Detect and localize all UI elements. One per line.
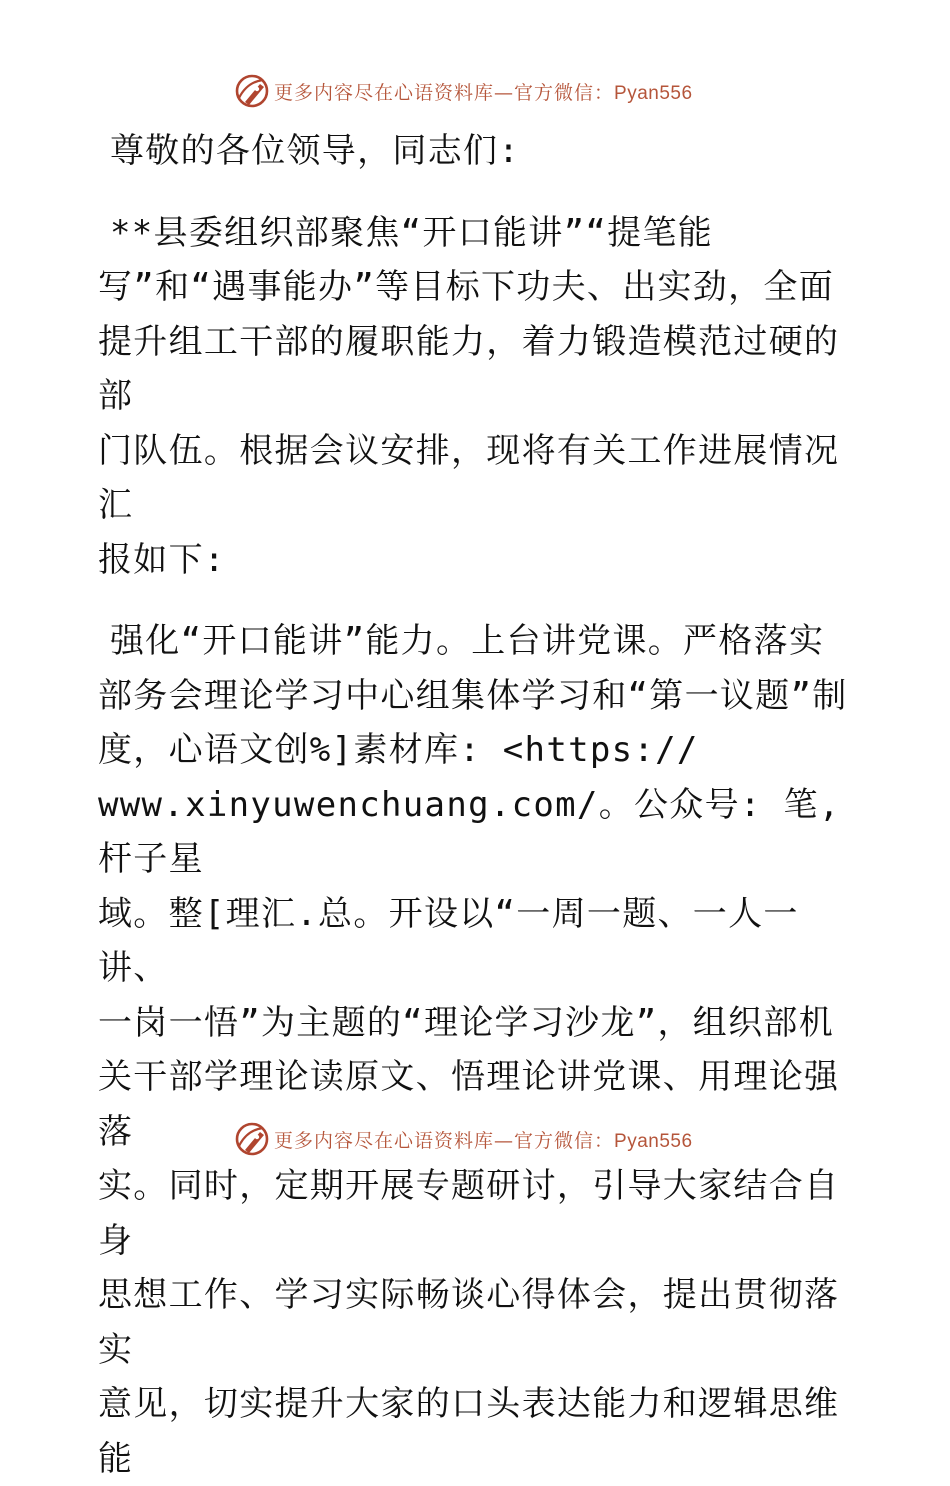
header-banner-label: 更多内容尽在心语资料库—官方微信： bbox=[274, 82, 615, 104]
paragraph-speaking-ability bbox=[98, 614, 858, 1486]
text-line: 写”和“遇事能办”等目标下功夫、出实劲，全面 bbox=[98, 267, 835, 307]
footer-banner-label: 更多内容尽在心语资料库—官方微信： bbox=[274, 1130, 615, 1152]
header-banner-text bbox=[274, 78, 693, 105]
text-line: 域。整[理汇.总。开设以“一周一题、一人一讲、 bbox=[98, 893, 799, 988]
pen-logo-icon bbox=[233, 72, 271, 110]
header-banner-wechat: Pyan556 bbox=[614, 83, 693, 104]
text-line: 一岗一悟”为主题的“理论学习沙龙”，组织部机 bbox=[98, 1002, 835, 1043]
paragraph-intro bbox=[98, 206, 858, 588]
text-line: 思想工作、学习实际畅谈心得体会，提出贯彻落实 bbox=[98, 1275, 840, 1370]
text-line: 实。同时，定期开展专题研讨，引导大家结合自身 bbox=[98, 1166, 840, 1261]
text-line: 提升组工干部的履职能力，着力锻造模范过硬的部 bbox=[98, 321, 840, 416]
footer-banner bbox=[0, 1118, 950, 1162]
text-line: www.xinyuwenchuang.com/。公众号: 笔,杆子星 bbox=[98, 784, 841, 879]
pen-logo-icon bbox=[233, 1120, 271, 1158]
text-line: **县委组织部聚焦“开口能讲”“提笔能 bbox=[110, 212, 714, 253]
text-line: 强化“开口能讲”能力。上台讲党课。严格落实 bbox=[110, 621, 825, 661]
footer-banner-text bbox=[274, 1126, 693, 1153]
text-line: 度，心语文创%]素材库: <https:// bbox=[98, 730, 699, 770]
header-banner bbox=[0, 70, 950, 114]
text-line: 报如下: bbox=[98, 539, 226, 580]
text-line: 关干部学理论读原文、悟理论讲党课、用理论强落 bbox=[98, 1057, 840, 1152]
text-line: 意见，切实提升大家的口头表达能力和逻辑思维能 bbox=[98, 1384, 840, 1479]
document-body bbox=[98, 124, 858, 1486]
text-line: 部务会理论学习中心组集体学习和“第一议题”制 bbox=[98, 675, 848, 716]
footer-banner-wechat: Pyan556 bbox=[614, 1131, 693, 1152]
text-line: 门队伍。根据会议安排，现将有关工作进展情况汇 bbox=[98, 430, 840, 525]
greeting: 尊敬的各位领导，同志们: bbox=[110, 131, 521, 171]
